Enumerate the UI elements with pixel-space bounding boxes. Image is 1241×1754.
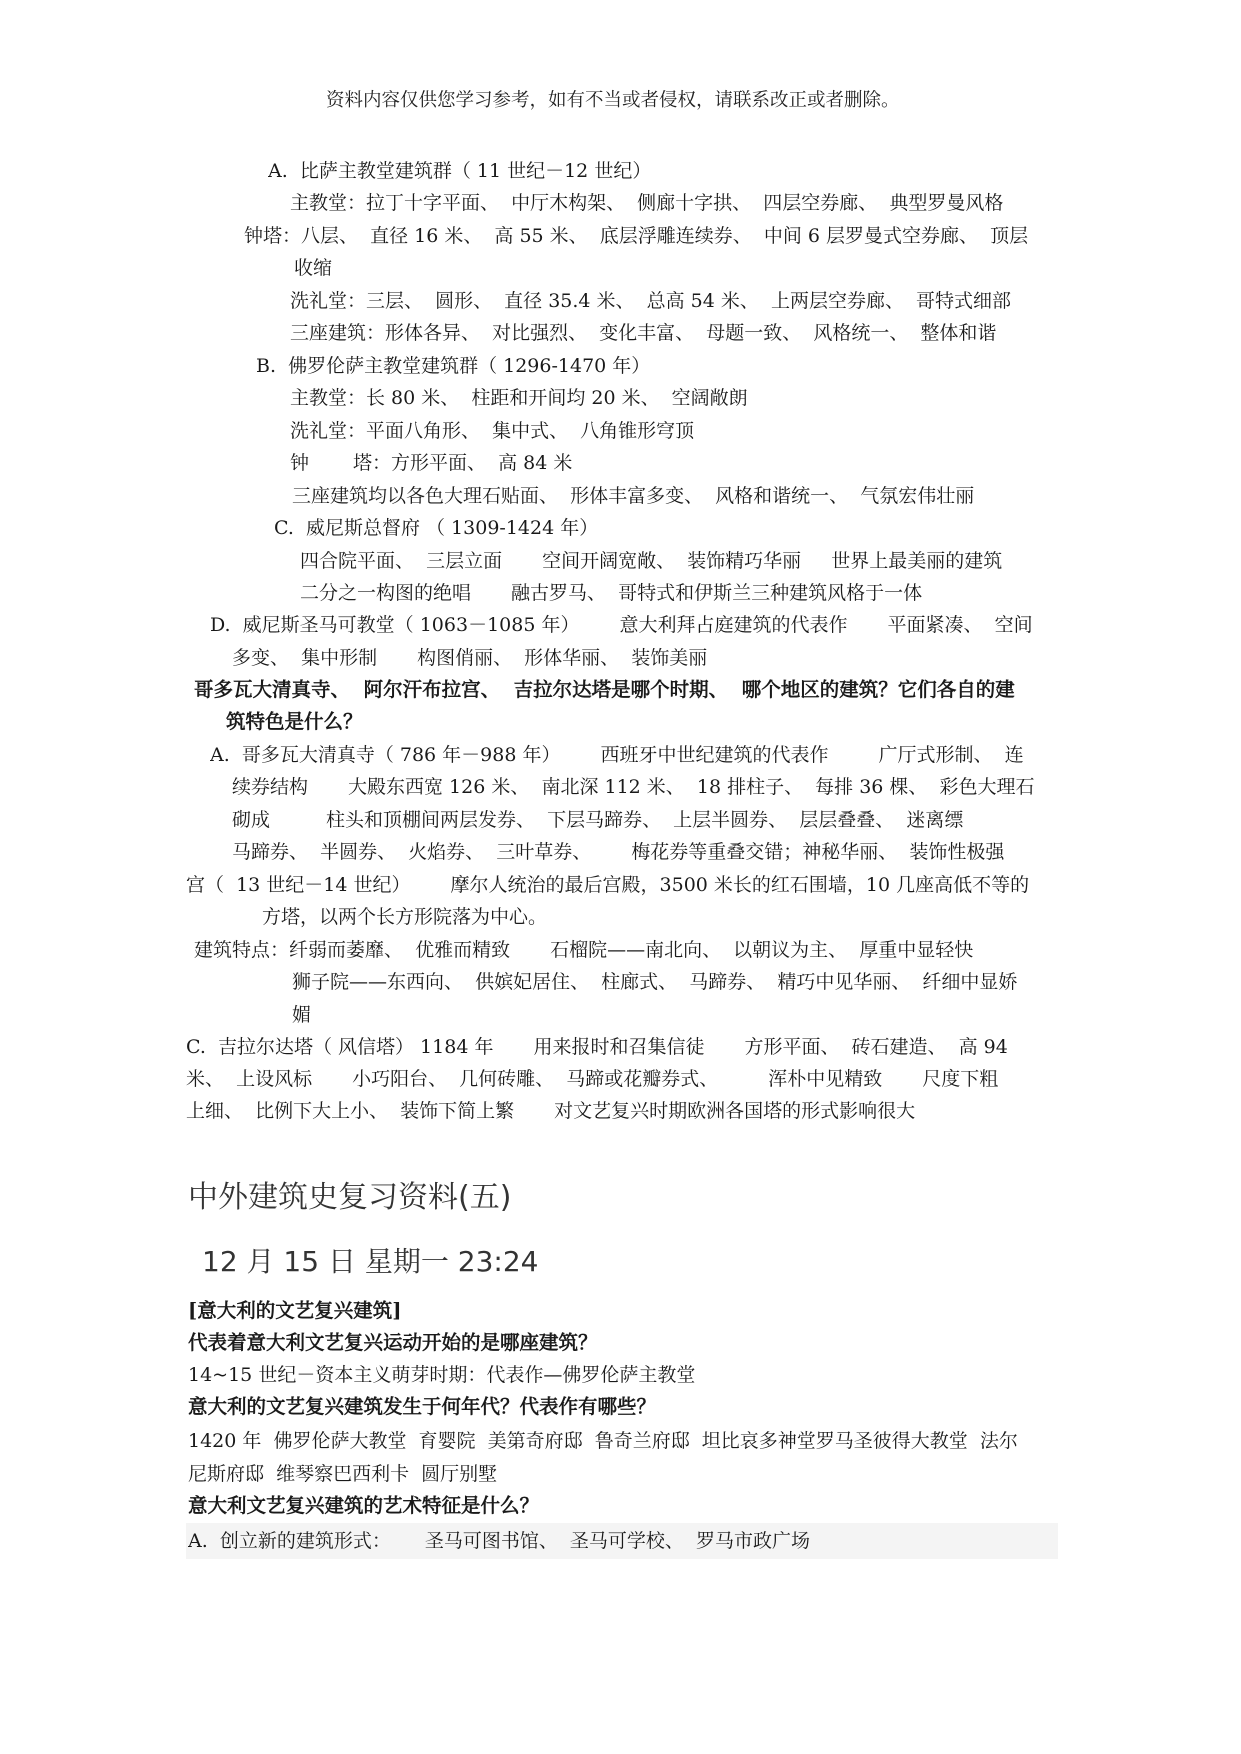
pisa-title: A. 比萨主教堂建筑群（ 11 世纪－12 世纪）: [268, 160, 652, 182]
renaissance-answer-2-line2: 尼斯府邸 维琴察巴西利卡 圆厅别墅: [188, 1463, 498, 1485]
alhambra-features: 建筑特点：纤弱而萎靡、 优雅而精致 石榴院——南北向、 以朝议为主、 厚重中显轻快: [194, 939, 974, 961]
venice-palace-line2: 二分之一构图的绝唱 融古罗马、 哥特式和伊斯兰三种建筑风格于一体: [300, 582, 923, 604]
san-marco-line2: 多变、 集中形制 构图俏丽、 形体华丽、 装饰美丽: [232, 647, 708, 669]
renaissance-question-2: 意大利的文艺复兴建筑发生于何年代？代表作有哪些？: [188, 1395, 657, 1418]
alhambra-line2: 方塔，以两个长方形院落为中心。: [262, 906, 548, 928]
section-title: 中外建筑史复习资料(五): [188, 1180, 512, 1215]
giralda-line3: 上细、 比例下大上小、 装饰下简上繁 对文艺复兴时期欧洲各国塔的形式影响很大: [186, 1100, 916, 1122]
cordoba-line3: 砌成 柱头和顶棚间两层发券、 下层马蹄券、 上层半圆券、 层层叠叠、 迷离缥: [232, 809, 964, 831]
renaissance-question-3: 意大利文艺复兴建筑的艺术特征是什么？: [188, 1494, 540, 1517]
renaissance-answer-3: A. 创立新的建筑形式： 圣马可图书馆、 圣马可学校、 罗马市政广场: [188, 1530, 811, 1552]
renaissance-heading: [意大利的文艺复兴建筑]: [188, 1299, 402, 1322]
florence-main-church: 主教堂：长 80 米、 柱距和开间均 20 米、 空阔敞朗: [290, 387, 748, 409]
question-islamic-line2: 筑特色是什么？: [226, 710, 363, 733]
florence-three-buildings: 三座建筑均以各色大理石贴面、 形体丰富多变、 风格和谐统一、 气氛宏伟壮丽: [292, 485, 975, 507]
page-header-note: 资料内容仅供您学习参考，如有不当或者侵权，请联系改正或者删除。: [326, 90, 900, 111]
giralda-line1: C. 吉拉尔达塔（ 风信塔） 1184 年 用来报时和召集信徒 方形平面、 砖石建造、 高 94: [186, 1036, 1008, 1058]
giralda-line2: 米、 上设风标 小巧阳台、 几何砖雕、 马蹄或花瓣券式、 浑朴中见精致 尺度下粗: [186, 1068, 999, 1090]
florence-baptistery: 洗礼堂：平面八角形、 集中式、 八角锥形穹顶: [290, 420, 695, 442]
renaissance-question-1: 代表着意大利文艺复兴运动开始的是哪座建筑？: [188, 1331, 598, 1354]
renaissance-answer-2-line1: 1420 年 佛罗伦萨大教堂 育婴院 美第奇府邸 鲁奇兰府邸 坦比哀多神堂罗马圣彼得大教堂 法尔: [188, 1430, 1018, 1452]
question-islamic-line1: 哥多瓦大清真寺、 阿尔汗布拉宫、 吉拉尔达塔是哪个时期、 哪个地区的建筑？它们各自的建: [194, 678, 1015, 701]
alhambra-line1: 宫（ 13 世纪－14 世纪） 摩尔人统治的最后宫殿，3500 米长的红石围墙，10 几座高低不等的: [186, 874, 1030, 896]
venice-palace-line1: 四合院平面、 三层立面 空间开阔宽敞、 装饰精巧华丽 世界上最美丽的建筑: [300, 550, 1003, 572]
florence-tower: 钟 塔：方形平面、 高 84 米: [290, 452, 573, 474]
pisa-tower-line2: 收缩: [294, 257, 333, 279]
pisa-three-buildings: 三座建筑：形体各异、 对比强烈、 变化丰富、 母题一致、 风格统一、 整体和谐: [290, 322, 997, 344]
cordoba-line2: 续券结构 大殿东西宽 126 米、 南北深 112 米、 18 排柱子、 每排 36 棵、 彩色大理石: [232, 776, 1035, 798]
florence-title: B. 佛罗伦萨主教堂建筑群（ 1296-1470 年）: [256, 355, 651, 377]
cordoba-line4: 马蹄券、 半圆券、 火焰券、 三叶草券、 梅花券等重叠交错；神秘华丽、 装饰性极强: [232, 841, 1005, 863]
renaissance-answer-1: 14~15 世纪－资本主义萌芽时期：代表作—佛罗伦萨主教堂: [188, 1364, 696, 1386]
san-marco-line1: D. 威尼斯圣马可教堂（ 1063－1085 年） 意大利拜占庭建筑的代表作 平面紧凑、 空间: [210, 614, 1033, 636]
alhambra-line5: 媚: [292, 1004, 312, 1026]
cordoba-line1: A. 哥多瓦大清真寺（ 786 年－988 年） 西班牙中世纪建筑的代表作 广厅式形制、 连: [210, 744, 1024, 766]
note-datetime: 12 月 15 日 星期一 23:24: [202, 1245, 539, 1278]
alhambra-lion-court: 狮子院——东西向、 供嫔妃居住、 柱廊式、 马蹄券、 精巧中见华丽、 纤细中显娇: [292, 971, 1018, 993]
pisa-tower-line1: 钟塔：八层、 直径 16 米、 高 55 米、 底层浮雕连续券、 中间 6 层罗曼式空券廊、 顶层: [244, 225, 1029, 247]
venice-palace-title: C. 威尼斯总督府 （ 1309-1424 年）: [274, 517, 599, 539]
pisa-baptistery: 洗礼堂：三层、 圆形、 直径 35.4 米、 总高 54 米、 上两层空券廊、 哥特式细部: [290, 290, 1012, 312]
pisa-main-church: 主教堂：拉丁十字平面、 中厅木构架、 侧廊十字拱、 四层空券廊、 典型罗曼风格: [290, 192, 1004, 214]
